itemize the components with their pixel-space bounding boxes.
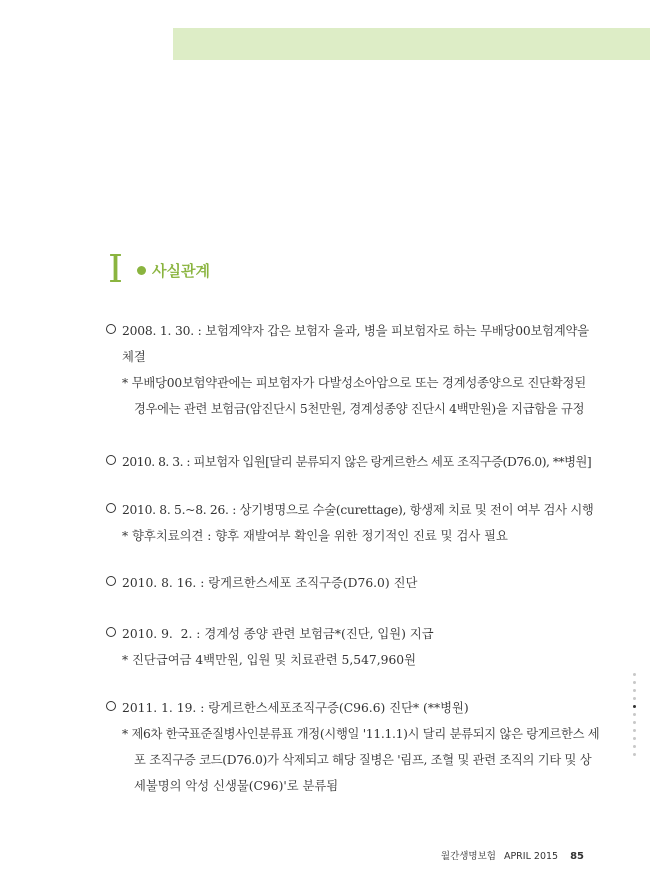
indicator-dot: [633, 745, 636, 748]
timeline-entry: [106, 621, 606, 673]
entry-text: 2010. 8. 5.~8. 26. : 상기병명으로 수술(curettage), 항생제 치료 및 전이 여부 검사 시행: [122, 503, 594, 517]
page-number: 85: [570, 851, 584, 862]
entry-note: * 향후치료의견 : 향후 재발여부 확인을 위한 정기적인 진료 및 검사 필요: [122, 529, 508, 543]
page-position-indicator: [632, 673, 636, 761]
indicator-dot: [633, 713, 636, 716]
entry-note-continuation: 세불명의 악성 신생물(C96)'로 분류됨: [134, 779, 339, 793]
bullet-dot-icon: [137, 266, 146, 275]
entry-note: * 진단급여금 4백만원, 입원 및 치료관련 5,547,960원: [122, 653, 416, 667]
indicator-dot: [633, 721, 636, 724]
indicator-dot: [633, 753, 636, 756]
entry-note: * 제6차 한국표준질병사인분류표 개정(시행일 '11.1.1)시 달리 분류되지 않은 랑게르한스 세: [122, 727, 600, 741]
indicator-dot: [633, 681, 636, 684]
indicator-dot: [633, 737, 636, 740]
timeline-entry: [106, 695, 606, 799]
entry-text: 2011. 1. 19. : 랑게르한스세포조직구증(C96.6) 진단* (**병원): [122, 701, 469, 715]
magazine-name: 월간생명보험: [440, 851, 496, 862]
entry-text: 2010. 9. 2. : 경계성 종양 관련 보험금*(진단, 입원) 지급: [122, 627, 434, 641]
indicator-dot: [633, 697, 636, 700]
timeline-entry: [106, 449, 606, 475]
entry-note: * 무배당00보험약관에는 피보험자가 다발성소아암으로 또는 경계성종양으로 진단확정된: [122, 376, 586, 390]
circle-bullet-icon: [106, 324, 116, 334]
timeline-entry: [106, 318, 606, 422]
page-footer: [441, 848, 584, 862]
indicator-dot: [633, 729, 636, 732]
section-roman-numeral: I: [108, 247, 124, 291]
entry-text: 2010. 8. 16. : 랑게르한스세포 조직구증(D76.0) 진단: [122, 576, 418, 590]
timeline-entry: [106, 497, 606, 549]
indicator-dot-active: [633, 705, 636, 708]
indicator-dot: [633, 673, 636, 676]
circle-bullet-icon: [106, 701, 116, 711]
circle-bullet-icon: [106, 455, 116, 465]
entry-note-continuation: 포 조직구증 코드(D76.0)가 삭제되고 해당 질병은 '림프, 조혈 및 관련 조직의 기타 및 상: [134, 753, 592, 767]
timeline-entry: [106, 570, 606, 596]
circle-bullet-icon: [106, 627, 116, 637]
entry-text: 2008. 1. 30. : 보험계약자 갑은 보험자 을과, 병을 피보험자로 하는 무배당00보험계약을: [122, 324, 589, 338]
section-heading: [108, 247, 210, 291]
header-color-band: [173, 28, 650, 60]
circle-bullet-icon: [106, 503, 116, 513]
indicator-dot: [633, 689, 636, 692]
entry-text: 2010. 8. 3. : 피보험자 입원[달리 분류되지 않은 랑게르한스 세포 조직구증(D76.0), **병원]: [122, 455, 592, 469]
entry-text-continuation: 체결: [122, 350, 146, 364]
issue-label: APRIL 2015: [503, 851, 559, 862]
section-title: 사실관계: [152, 262, 210, 280]
circle-bullet-icon: [106, 576, 116, 586]
entry-note-continuation: 경우에는 관련 보험금(암진단시 5천만원, 경계성종양 진단시 4백만원)을 지급함을 규정: [134, 402, 585, 416]
